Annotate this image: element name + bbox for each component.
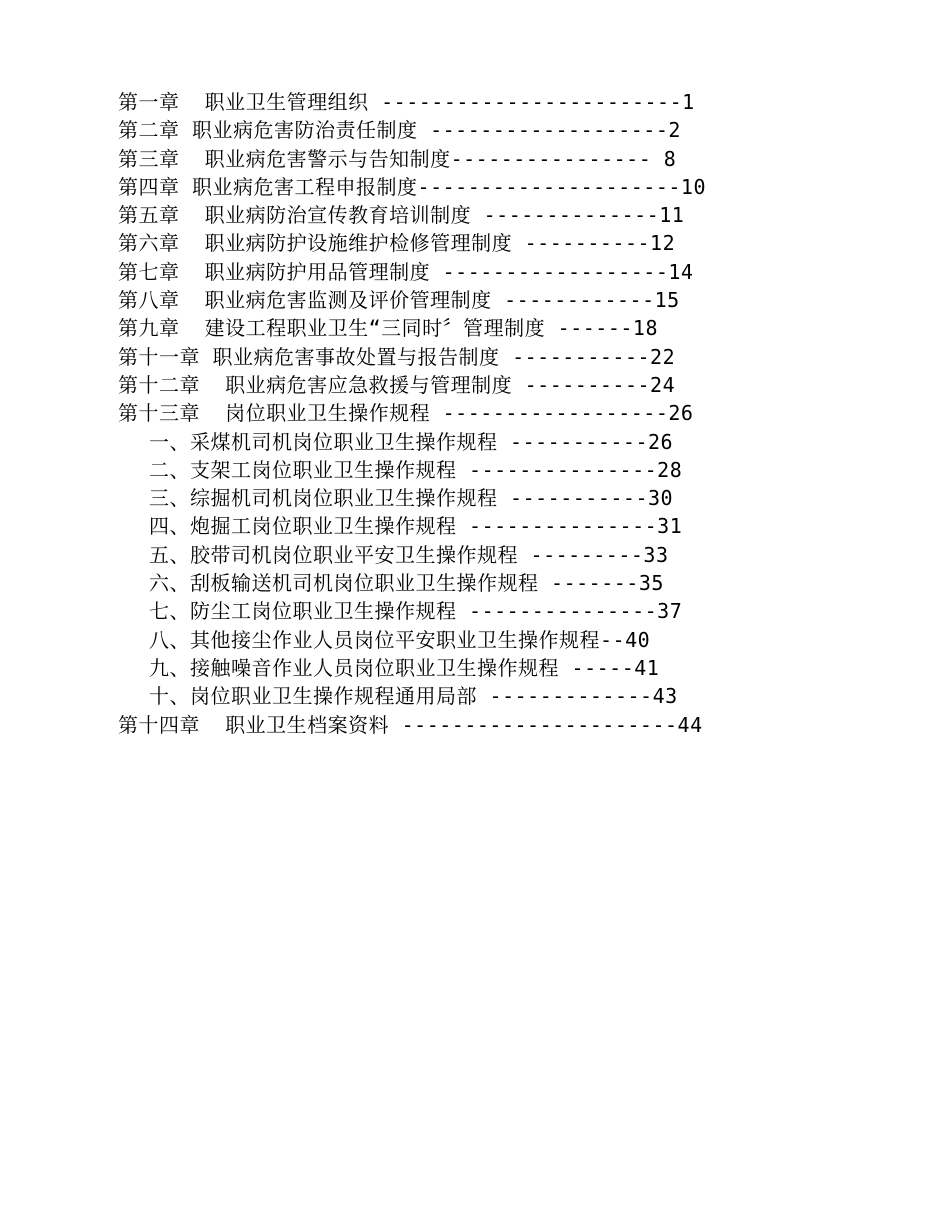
toc-subentry-9[interactable]: 九、接触噪音作业人员岗位职业卫生操作规程 -----41 — [149, 655, 660, 680]
toc-entry-chapter-14[interactable]: 第十四章 职业卫生档案资料 ----------------------44 — [118, 712, 703, 737]
toc-entry-chapter-12[interactable]: 第十二章 职业病危害应急救援与管理制度 ----------24 — [118, 372, 676, 397]
table-of-contents — [118, 88, 758, 739]
toc-subentry-4[interactable]: 四、炮掘工岗位职业卫生操作规程 ---------------31 — [149, 514, 683, 539]
toc-entry-chapter-2[interactable]: 第二章 职业病危害防治责任制度 -------------------2 — [118, 118, 681, 143]
toc-entry-chapter-9[interactable]: 第九章 建设工程职业卫生“三同时〞管理制度 ------18 — [118, 316, 658, 341]
toc-subentry-1[interactable]: 一、采煤机司机岗位职业卫生操作规程 -----------26 — [149, 429, 674, 454]
toc-subentry-5[interactable]: 五、胶带司机岗位职业平安卫生操作规程 ---------33 — [149, 542, 669, 567]
toc-entry-chapter-11[interactable]: 第十一章 职业病危害事故处置与报告制度 -----------22 — [118, 344, 676, 369]
toc-subentry-8[interactable]: 八、其他接尘作业人员岗位平安职业卫生操作规程--40 — [149, 627, 651, 652]
toc-entry-chapter-5[interactable]: 第五章 职业病防治宣传教育培训制度 --------------11 — [118, 203, 685, 228]
toc-entry-chapter-4[interactable]: 第四章 职业病危害工程申报制度---------------------10 — [118, 174, 706, 199]
toc-entry-chapter-6[interactable]: 第六章 职业病防护设施维护检修管理制度 ----------12 — [118, 231, 676, 256]
toc-subentry-10[interactable]: 十、岗位职业卫生操作规程通用局部 -------------43 — [149, 684, 678, 709]
toc-subentry-3[interactable]: 三、综掘机司机岗位职业卫生操作规程 -----------30 — [149, 486, 674, 511]
toc-subentry-2[interactable]: 二、支架工岗位职业卫生操作规程 ---------------28 — [149, 457, 683, 482]
toc-entry-chapter-1[interactable]: 第一章 职业卫生管理组织 ------------------------1 — [118, 90, 695, 114]
toc-entry-chapter-8[interactable]: 第八章 职业病危害监测及评价管理制度 ------------15 — [118, 288, 680, 313]
toc-entry-chapter-13[interactable]: 第十三章 岗位职业卫生操作规程 ------------------26 — [118, 401, 694, 426]
toc-entry-chapter-3[interactable]: 第三章 职业病危害警示与告知制度---------------- 8 — [118, 146, 677, 171]
toc-entry-chapter-7[interactable]: 第七章 职业病防护用品管理制度 ------------------14 — [118, 259, 694, 284]
toc-subentry-7[interactable]: 七、防尘工岗位职业卫生操作规程 ---------------37 — [149, 599, 683, 624]
toc-subentry-6[interactable]: 六、刮板输送机司机岗位职业卫生操作规程 -------35 — [149, 571, 664, 596]
